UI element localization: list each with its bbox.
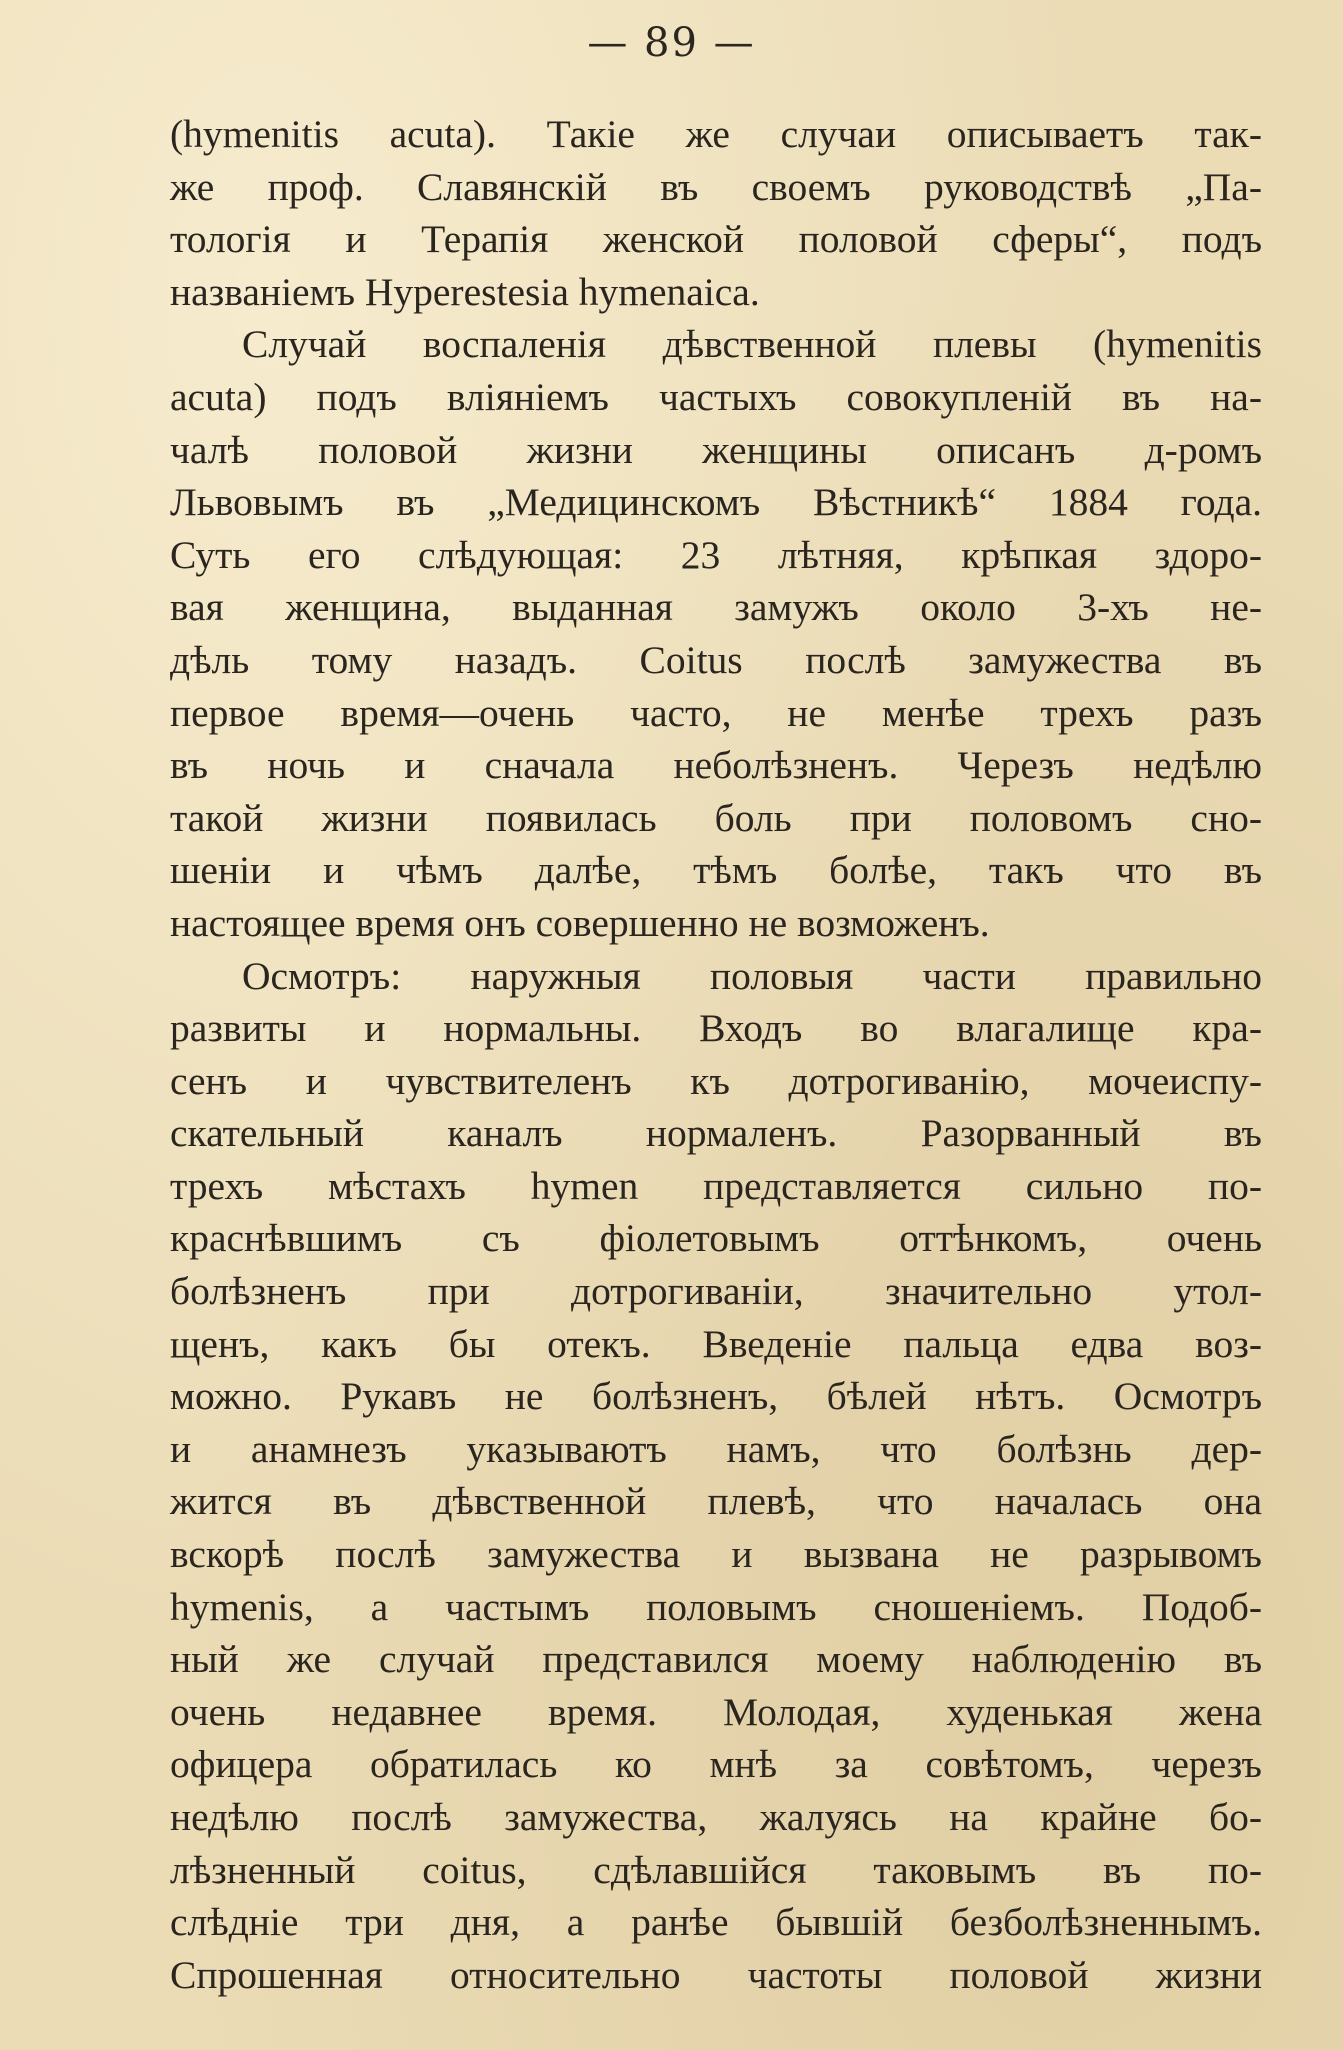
text-line: вскорѣ послѣ замужества и вызвана не разрывомъ xyxy=(170,1532,1262,1577)
text-line: слѣднiе три дня, а ранѣе бывшiй безболѣзненнымъ. xyxy=(170,1900,1262,1945)
text-line: болѣзненъ при дотрогиванiи, значительно утол- xyxy=(170,1269,1262,1314)
text-line: Львовымъ въ „Медицинскомъ Вѣстникѣ“ 1884 года. xyxy=(170,480,1262,525)
text-line: первое время—очень часто, не менѣе трехъ разъ xyxy=(170,690,1262,735)
text-line: acuta) подъ влiянiемъ частыхъ совокупленiй въ на- xyxy=(170,374,1262,419)
text-line: такой жизни появилась боль при половомъ сно- xyxy=(170,795,1262,840)
text-line: недѣлю послѣ замужества, жалуясь на крайне бо- xyxy=(170,1795,1262,1839)
text-line: (hymenitis acuta). Такiе же случаи описываетъ так- xyxy=(170,112,1262,156)
text-line: дѣль тому назадъ. Coitus послѣ замужества въ xyxy=(170,637,1262,682)
text-line: вая женщина, выданная замужъ около 3-хъ не- xyxy=(170,585,1262,630)
paragraph-start-line: Осмотръ: наружныя половыя части правильно xyxy=(242,953,1262,998)
text-line: офицера обратилась ко мнѣ за совѣтомъ, черезъ xyxy=(170,1742,1262,1787)
text-line: скательный каналъ нормаленъ. Разорванный въ xyxy=(170,1111,1262,1156)
text-line: развиты и нормальны. Входъ во влагалище кра- xyxy=(170,1006,1262,1051)
text-line: очень недавнее время. Молодая, худенькая жена xyxy=(170,1689,1262,1734)
text-line: hymenis, а частымъ половымъ сношенiемъ. Подоб- xyxy=(170,1584,1262,1629)
text-line: ный же случай представился моему наблюденiю въ xyxy=(170,1637,1262,1682)
text-line: шенiи и чѣмъ далѣе, тѣмъ болѣе, такъ что въ xyxy=(170,848,1262,893)
text-line: Спрошенная относительно частоты половой жизни xyxy=(170,1952,1262,1997)
text-line: и анамнезъ указываютъ намъ, что болѣзнь дер- xyxy=(170,1426,1262,1471)
text-line: въ ночь и сначала неболѣзненъ. Черезъ недѣлю xyxy=(170,743,1262,788)
page-number: — 89 — xyxy=(587,20,756,66)
text-line: трехъ мѣстахъ hymen представляется сильно по- xyxy=(170,1163,1262,1208)
text-line: сенъ и чувствителенъ къ дотрогиванiю, мочеиспу- xyxy=(170,1058,1262,1103)
text-line: Суть его слѣдующая: 23 лѣтняя, крѣпкая здоро- xyxy=(170,532,1262,577)
text-line: краснѣвшимъ съ фiолетовымъ оттѣнкомъ, очень xyxy=(170,1216,1262,1261)
text-line: названiемъ Hyperestesia hymenaica. xyxy=(170,269,760,314)
text-line: чалѣ половой жизни женщины описанъ д-ромъ xyxy=(170,427,1262,472)
text-line: жится въ дѣвственной плевѣ, что началась она xyxy=(170,1479,1262,1524)
body-text xyxy=(170,108,1262,2001)
text-line: можно. Рукавъ не болѣзненъ, бѣлей нѣтъ. Осмотръ xyxy=(170,1374,1262,1419)
text-line: лѣзненный coitus, сдѣлавшiйся таковымъ въ по- xyxy=(170,1847,1262,1892)
text-line: тологiя и Терапiя женской половой сферы“, подъ xyxy=(170,217,1262,262)
text-line: щенъ, какъ бы отекъ. Введенiе пальца едва воз- xyxy=(170,1321,1262,1366)
text-line: же проф. Славянскiй въ своемъ руководствѣ „Па- xyxy=(170,164,1262,209)
paragraph-start-line: Случай воспаленiя дѣвственной плевы (hymenitis xyxy=(242,322,1262,367)
text-line: настоящее время онъ совершенно не возможенъ. xyxy=(170,900,990,945)
